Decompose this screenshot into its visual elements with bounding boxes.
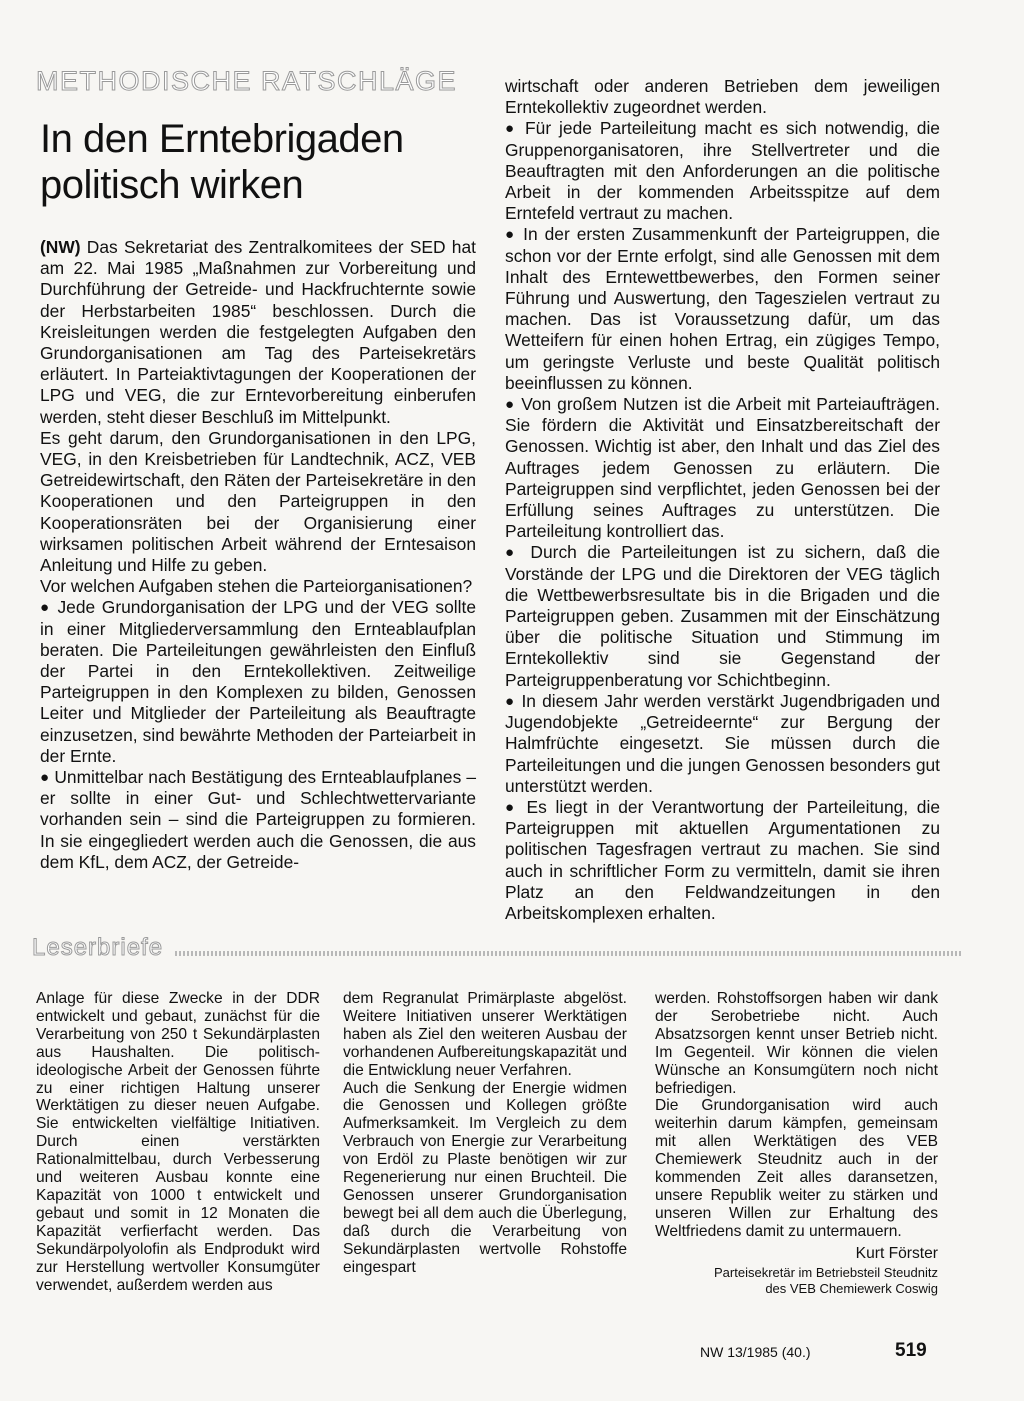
bullet-icon: ●	[40, 599, 51, 617]
bullet-icon: ●	[505, 692, 516, 710]
issue-reference: NW 13/1985 (40.)	[700, 1344, 811, 1360]
bullet-paragraph-6	[505, 542, 940, 690]
page-footer	[0, 1340, 1024, 1364]
bullet-text-7: In diesem Jahr werden verstärkt Jugendbrigaden und Jugendobjekte „Getreideernte“ zur Bergung der Halmfrüchte eingesetzt. Sie müssen durch die Parteileitungen und die jungen Genossen besonders gut unterstützt werden.	[505, 690, 940, 796]
bullet-icon: ●	[505, 396, 516, 414]
headline-line-1: In den Erntebrigaden	[40, 117, 404, 161]
paragraph-2: Es geht darum, den Grundorganisationen in den LPG, VEG, in den Kreisbetrieben für Landtechnik, ACZ, VEB Getreidewirtschaft, den Räten der Parteisekretäre in den Kooperationen und den Parteigruppen in den Kooperationsräten bei der Organisierung einer wirksamen politischen Arbeit während der Erntesaison Anleitung und Hilfe zu geben.	[40, 427, 476, 576]
letter-column-3	[655, 990, 938, 1297]
letter-text-2b: Auch die Senkung der Energie widmen die Genossen und Kollegen größte Aufmerksamkeit. Im Vergleich zu dem Verbrauch von Energie zur Verarbeitung von Erdöl zu Plaste benötigen wir zur Regenerierung nur einen Bruchteil. Die Genossen unserer Grundorganisation bewegt bei all dem auch die Überlegung, daß durch die Verarbeitung von Sekundärplasten wertvolle Rohstoffe eingespart	[343, 1079, 627, 1276]
lead-tag: (NW)	[40, 237, 81, 257]
article-headline	[40, 116, 480, 208]
article-column-right	[505, 76, 940, 924]
letter-author: Kurt Förster	[855, 1244, 938, 1262]
bullet-text-5: Von großem Nutzen ist die Arbeit mit Parteiaufträgen. Sie fördern die Aktivität und Einsatzbereitschaft der Genossen. Wichtig ist aber, den Inhalt und das Ziel des Auftrages jedem Genossen zu erläutern. Die Parteigruppen sind verpflichtet, jeden Genossen bei der Erfüllung seines Auftrages zu unterstützen. Die Parteileitung kontrolliert das.	[505, 394, 940, 542]
bullet-icon: ●	[505, 544, 520, 562]
bullet-text-1: Jede Grundorganisation der LPG und der VEG sollte in einer Mitgliederversammlung den Ernteablaufplan beraten. Die Parteileitungen gewährleisten den Einfluß der Partei in den Erntekollektiven. Zeitweilige Parteigruppen in den Komplexen zu bilden, Genossen Leiter und Mitglieder der Parteileitung als Beauftragte einzusetzen, sind bewährte Methoden der Parteiarbeit in der Ernte.	[40, 597, 476, 766]
bullet-text-4: In der ersten Zusammenkunft der Parteigruppen, die schon vor der Ernte erfolgt, sind alle Genossen mit dem Inhalt des Erntewettbewerbes, den Formen seiner Führung und Auswertung, den Tageszielen vertraut zu machen. Das ist Voraussetzung dafür, um das Wetteifern für einen hohen Ertrag, ein zügiges Tempo, um geringste Verluste und beste Qualität politisch beeinflussen zu können.	[505, 224, 940, 393]
letter-text-3a: werden. Rohstoffsorgen haben wir dank der Serobetriebe nicht. Auch Absatzsorgen kennt unser Betrieb nicht. Im Gegenteil. Wir können die vielen Wünsche an Konsumgütern noch nicht befriedigen.	[655, 990, 938, 1097]
bullet-text-3: Für jede Parteileitung macht es sich notwendig, die Gruppenorganisatoren, ihre Stellvertreter und die Beauftragten mit den Anforderungen an die politische Arbeit in der kommenden Arbeitsspitze auf dem Erntefeld vertraut zu machen.	[505, 118, 940, 224]
author-role-line-1: Parteisekretär im Betriebsteil Steudnitz	[714, 1264, 938, 1280]
page-number: 519	[895, 1340, 927, 1361]
author-role-line-2: des VEB Chemiewerk Coswig	[765, 1280, 938, 1296]
bullet-paragraph-3	[505, 118, 940, 224]
bullet-paragraph-5	[505, 394, 940, 542]
lead-paragraph	[40, 237, 476, 428]
author-role	[655, 1265, 938, 1297]
letter-text-3b: Die Grundorganisation wird auch weiterhin darum kämpfen, gemeinsam mit allen Werktätigen des VEB Chemiewerk Steudnitz auch in der kommenden Zeit alles daransetzen, unsere Republik weiter zu stärken und unseren Willen zur Erhaltung des Weltfriedens damit zu untermauern.	[655, 1097, 938, 1240]
article-column-left	[40, 237, 476, 873]
section-kicker: METHODISCHE RATSCHLÄGE	[36, 66, 458, 96]
bullet-paragraph-7	[505, 691, 940, 797]
bullet-paragraph-2	[40, 767, 476, 873]
bullet-continuation: wirtschaft oder anderen Betrieben dem jeweiligen Erntekollektiv zugeordnet werden.	[505, 76, 940, 118]
bullet-text-6: Durch die Parteileitungen ist zu sichern, daß die Vorstände der LPG und die Direktoren der VEG täglich die Wettbewerbsresultate bis in die Brigaden und die Parteigruppen geben. Zusammen mit der Einschätzung über die politische Situation und Stimmung im Erntekollektiv sind sie Gegenstand der Parteigruppenberatung vor Schichtbeginn.	[505, 542, 940, 690]
headline-line-2: politisch wirken	[40, 163, 304, 207]
letter-column-1	[36, 990, 320, 1294]
letters-section-label: Leserbriefe	[32, 934, 164, 961]
bullet-paragraph-1	[40, 597, 476, 767]
bullet-icon: ●	[40, 769, 50, 787]
bullet-text-2: Unmittelbar nach Bestätigung des Ernteablaufplanes – er sollte in einer Gut- und Schlechtwettervariante vorhanden sein – sind die Parteigruppen zu formieren. In sie eingegliedert werden auch die Genossen, die aus dem KfL, dem ACZ, der Getreide-	[40, 767, 476, 872]
bullet-icon: ●	[505, 120, 518, 138]
bullet-paragraph-8	[505, 797, 940, 924]
bullet-paragraph-4	[505, 224, 940, 394]
letters-section-header	[32, 932, 962, 964]
letter-text-2a: dem Regranulat Primärplaste abgelöst. Weitere Initiativen unserer Werktätigen haben als Ziel den weiteren Ausbau der vorhandenen Aufbereitungskapazität und die Entwicklung neuer Verfahren.	[343, 990, 627, 1079]
letter-column-2	[343, 990, 627, 1277]
bullet-icon: ●	[505, 226, 517, 244]
section-divider	[175, 951, 962, 956]
bullet-text-8: Es liegt in der Verantwortung der Parteileitung, die Parteigruppen mit aktuellen Argumentationen zu politischen Tagesfragen vertraut zu machen. Sie sind auch in schriftlicher Form zu vermitteln, damit sie ihren Platz an den Feldwandzeitungen in den Arbeitskomplexen erhalten.	[505, 796, 940, 923]
letter-text-1: Anlage für diese Zwecke in der DDR entwickelt und gebaut, zunächst für die Verarbeitung von 250 t Sekundärplasten aus Haushalten. Die politisch-ideologische Arbeit der Genossen führte zu einer richtigen Haltung unserer Werktätigen zu dieser neuen Aufgabe. Sie entwickelten vielfältige Initiativen. Durch einen verstärkten Rationalmittelbau, durch Verbesserung und weiteren Ausbau konnte eine Kapazität von 1000 t entwickelt und gebaut und somit in 12 Monaten die Kapazität verfierfacht werden. Das Sekundärpolyolofin als Endprodukt wird zur Herstellung wertvoller Konsumgüter verwendet, außerdem werden aus	[36, 990, 320, 1294]
paragraph-3: Vor welchen Aufgaben stehen die Parteiorganisationen?	[40, 576, 473, 597]
lead-text: Das Sekretariat des Zentralkomitees der SED hat am 22. Mai 1985 „Maßnahmen zur Vorbereitung und Durchführung der Getreide- und Hackfruchternte sowie der Herbstarbeiten 1985“ beschlossen. Durch die Kreisleitungen werden die festgelegten Aufgaben den Grundorganisationen am Tag des Parteisekretärs erläutert. In Parteiaktivtagungen der Kooperationen der LPG und VEG, die zur Erntevorbereitung einberufen werden, steht dieser Beschluß im Mittelpunkt.	[40, 237, 476, 427]
bullet-icon: ●	[505, 798, 518, 816]
